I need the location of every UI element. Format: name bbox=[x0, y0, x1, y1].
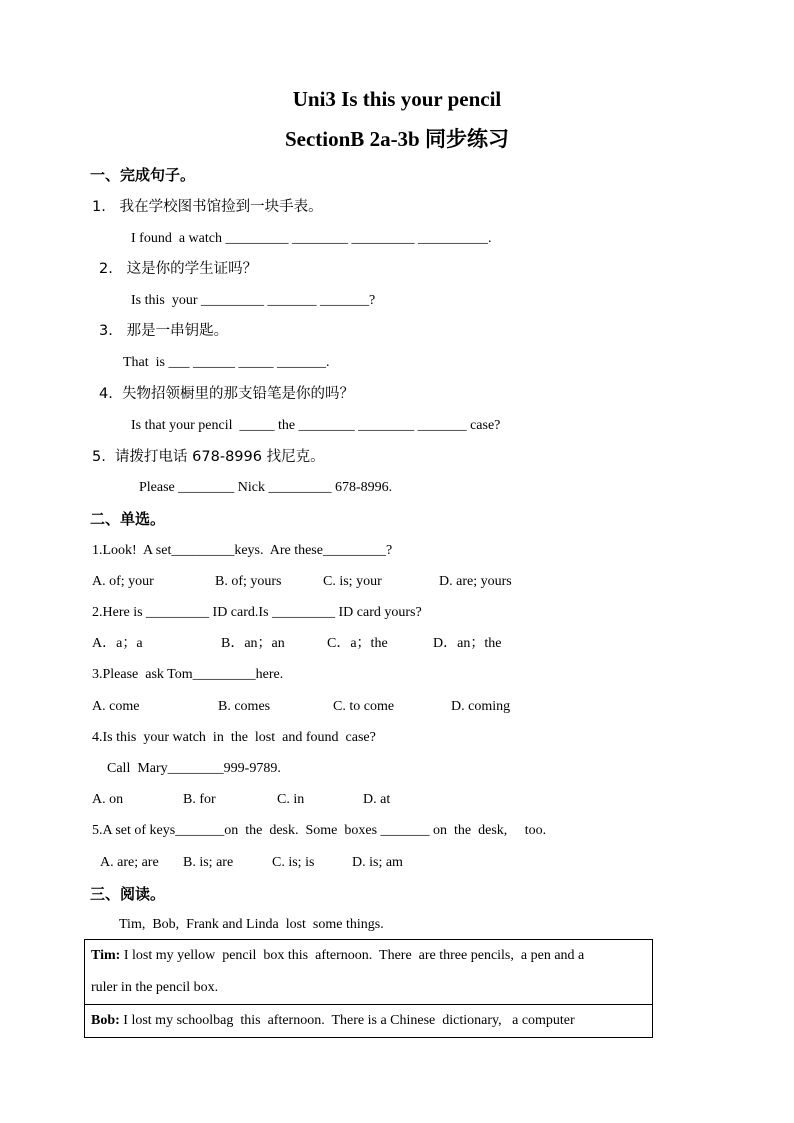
reading-table bbox=[84, 939, 653, 1038]
table-row bbox=[85, 940, 653, 1005]
s1-q1-english: I found a watch _________ ________ _________ __________. bbox=[131, 231, 492, 246]
s1-q1-chinese: 1. 我在学校图书馆捡到一块手表。 bbox=[92, 199, 323, 215]
s1-q4-english: Is that your pencil _____ the ________ ________ _______ case? bbox=[131, 418, 501, 433]
s2-q3: 3.Please ask Tom_________here. bbox=[92, 667, 284, 682]
s1-q4-chinese: 4. 失物招领橱里的那支铅笔是你的吗？ bbox=[99, 386, 355, 402]
s3-intro: Tim, Bob, Frank and Linda lost some things. bbox=[119, 917, 384, 932]
section2-heading: 二、单选。 bbox=[90, 510, 166, 528]
s1-q3-chinese: 3. 那是一串钥匙。 bbox=[99, 323, 229, 339]
reading-text: I lost my yellow pencil box this afternoon. There are three pencils, a pen and a bbox=[120, 948, 585, 963]
s2-q5-option-b: B. is; are bbox=[183, 855, 234, 870]
s2-q3-option-d: D. coming bbox=[451, 699, 511, 714]
s2-q5-option-a: A. are; are bbox=[100, 855, 159, 870]
s2-q2-option-a: A．a；a bbox=[92, 636, 143, 651]
s1-q5-chinese: 5. 请拨打电话 678-8996 找尼克。 bbox=[92, 449, 325, 465]
s2-q4-option-a: A. on bbox=[92, 792, 124, 807]
s2-q2: 2.Here is _________ ID card.Is _________ ID card yours? bbox=[92, 605, 422, 620]
reading-cell-tim bbox=[85, 940, 653, 1005]
reading-cell-bob bbox=[85, 1005, 653, 1038]
s2-q3-option-c: C. to come bbox=[333, 699, 395, 714]
s1-q2-english: Is this your _________ _______ _______? bbox=[131, 293, 376, 308]
s2-q4-line2: Call Mary________999-9789. bbox=[107, 761, 281, 776]
s2-q2-option-b: B．an；an bbox=[221, 636, 285, 651]
section1-heading: 一、完成句子。 bbox=[90, 166, 196, 184]
s2-q5-option-d: D. is; am bbox=[352, 855, 403, 870]
speaker-name: Bob: bbox=[91, 1013, 120, 1028]
table-row bbox=[85, 1005, 653, 1038]
s2-q4: 4.Is this your watch in the lost and found case? bbox=[92, 730, 376, 745]
s2-q4-option-d: D. at bbox=[363, 792, 391, 807]
s1-q5-english: Please ________ Nick _________ 678-8996. bbox=[139, 480, 393, 495]
s2-q5: 5.A set of keys_______on the desk. Some boxes _______ on the desk, too. bbox=[92, 823, 547, 838]
s2-q3-option-b: B. comes bbox=[218, 699, 271, 714]
s2-q2-option-d: D．an；the bbox=[433, 636, 502, 651]
s2-q4-option-c: C. in bbox=[277, 792, 305, 807]
s2-q1-option-c: C. is; your bbox=[323, 574, 382, 589]
s2-q1-option-b: B. of; yours bbox=[215, 574, 282, 589]
s2-q2-option-c: C．a；the bbox=[327, 636, 388, 651]
s1-q2-chinese: 2. 这是你的学生证吗？ bbox=[99, 261, 258, 277]
worksheet-title: Uni3 Is this your pencil bbox=[292, 87, 502, 111]
reading-text: I lost my schoolbag this afternoon. There is a Chinese dictionary, a computer bbox=[119, 1013, 575, 1028]
s2-q1-option-d: D. are; yours bbox=[439, 574, 512, 589]
speaker-name: Tim: bbox=[91, 948, 121, 963]
s2-q3-option-a: A. come bbox=[92, 699, 140, 714]
section3-heading: 三、阅读。 bbox=[90, 885, 166, 903]
s1-q3-english: That is ___ ______ _____ _______. bbox=[123, 355, 330, 370]
s2-q1-option-a: A. of; your bbox=[92, 574, 154, 589]
s2-q5-option-c: C. is; is bbox=[272, 855, 315, 870]
reading-text: ruler in the pencil box. bbox=[91, 980, 219, 995]
worksheet-subtitle: SectionB 2a-3b 同步练习 bbox=[284, 127, 509, 151]
s2-q1: 1.Look! A set_________keys. Are these_________? bbox=[92, 543, 393, 558]
s2-q4-option-b: B. for bbox=[183, 792, 216, 807]
